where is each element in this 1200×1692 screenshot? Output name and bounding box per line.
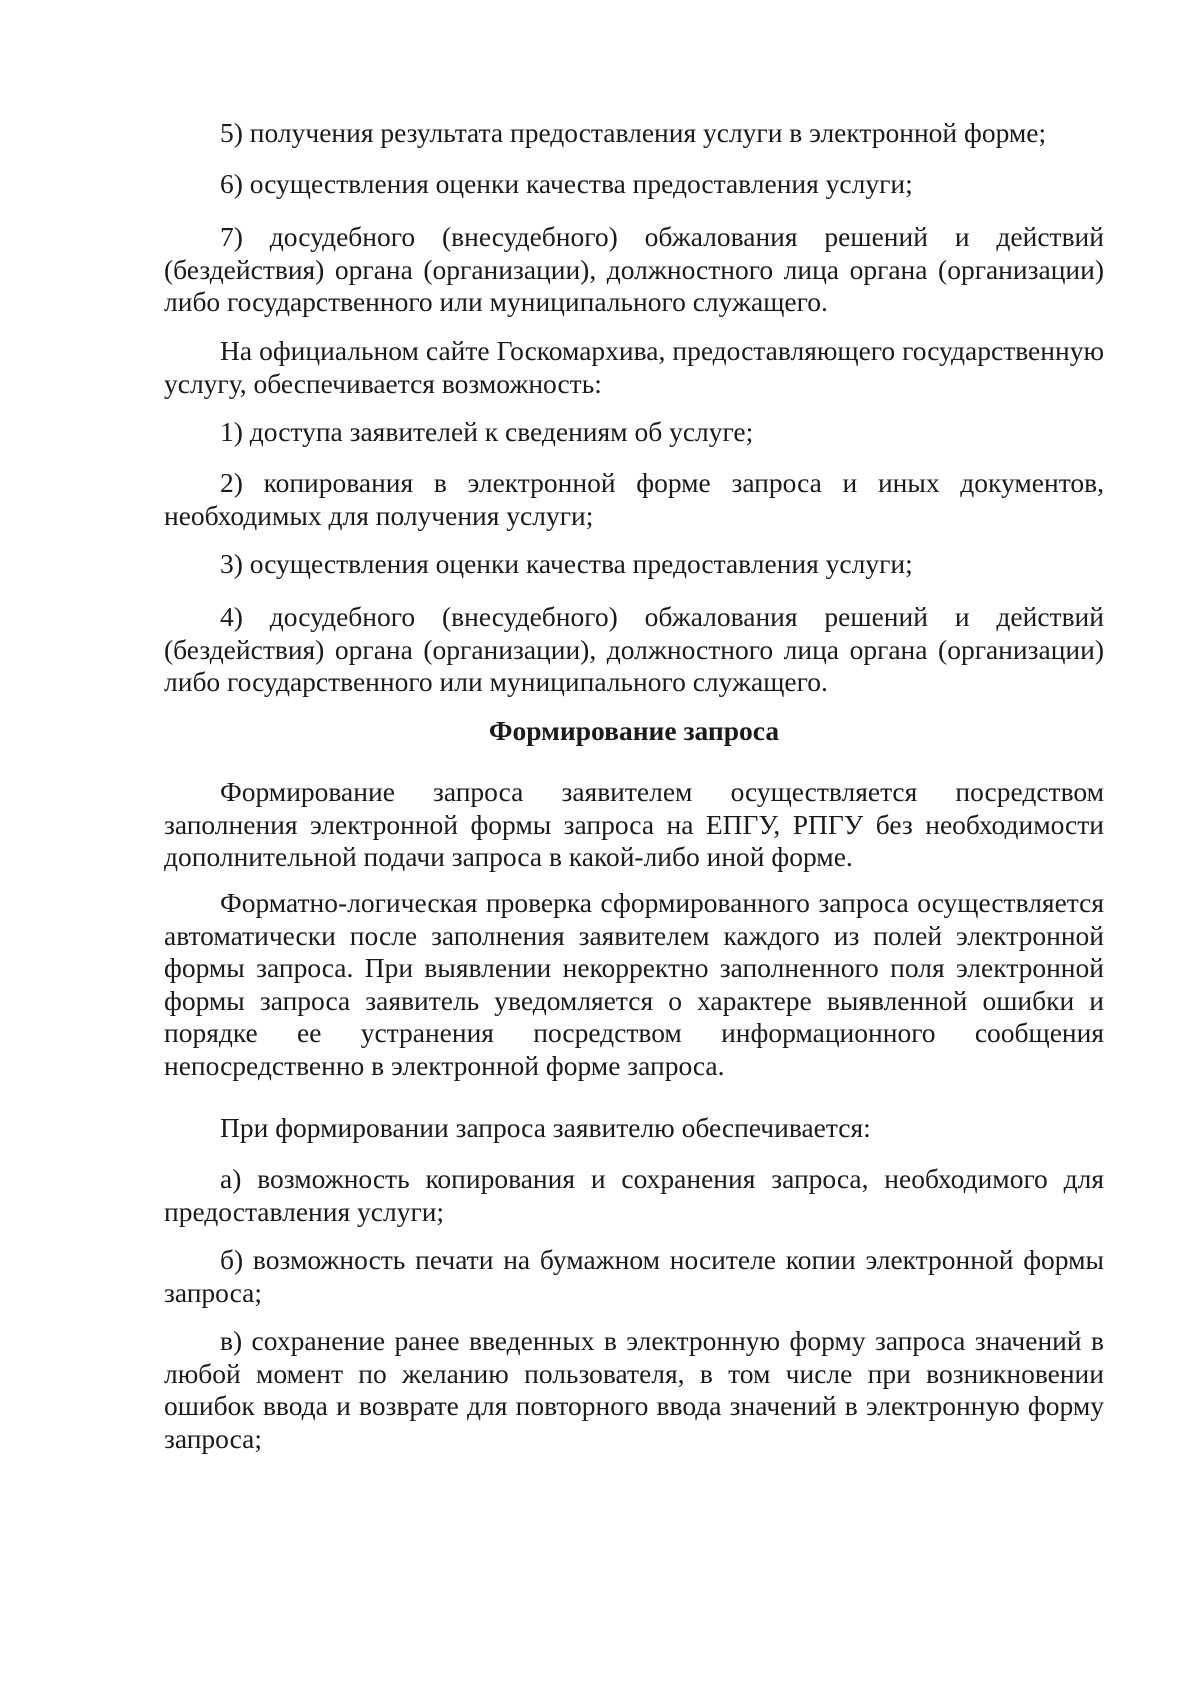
paragraph-item-b: б) возможность печати на бумажном носителе копии электронной формы запроса;: [164, 1244, 1104, 1308]
paragraph-item-2: 2) копирования в электронной форме запроса и иных документов, необходимых для получения услуги;: [164, 467, 1104, 531]
paragraph-item-5: 5) получения результата предоставления услуги в электронной форме;: [220, 117, 1047, 148]
paragraph-item-4: 4) досудебного (внесудебного) обжалования решений и действий (бездействия) органа (организации), должностного лица органа (организации) либо государственного или муниципального служащего.: [164, 601, 1104, 697]
paragraph-official-site: На официальном сайте Госкомархива, предоставляющего государственную услугу, обеспечивается возможность:: [164, 335, 1104, 399]
paragraph-request-forming: Формирование запроса заявителем осуществляется посредством заполнения электронной формы запроса на ЕПГУ, РПГУ без необходимости дополнительной подачи запроса в какой-либо иной форме.: [164, 776, 1104, 872]
paragraph-item-3: 3) осуществления оценки качества предоставления услуги;: [220, 548, 913, 579]
section-heading: Формирование запроса: [488, 715, 780, 746]
paragraph-format-check: Форматно-логическая проверка сформированного запроса осуществляется автоматически после заполнения заявителем каждого из полей электронной формы запроса. При выявлении некорректно заполненного поля электронной формы запроса заявитель уведомляется о характере выявленной ошибки и порядке ее устранения посредством информационного сообщения непосредственно в электронной форме запроса.: [164, 887, 1104, 1081]
paragraph-item-1: 1) доступа заявителей к сведениям об услуге;: [220, 416, 754, 447]
paragraph-item-7: 7) досудебного (внесудебного) обжалования решений и действий (бездействия) органа (организации), должностного лица органа (организации) либо государственного или муниципального служащего.: [164, 221, 1104, 317]
paragraph-ensured: При формировании запроса заявителю обеспечивается:: [220, 1112, 871, 1143]
paragraph-item-a: а) возможность копирования и сохранения запроса, необходимого для предоставления услуги;: [164, 1163, 1104, 1227]
paragraph-item-v: в) сохранение ранее введенных в электронную форму запроса значений в любой момент по желанию пользователя, в том числе при возникновении ошибок ввода и возврате для повторного ввода значений в электронную форму запроса;: [164, 1325, 1104, 1454]
paragraph-item-6: 6) осуществления оценки качества предоставления услуги;: [220, 168, 913, 199]
